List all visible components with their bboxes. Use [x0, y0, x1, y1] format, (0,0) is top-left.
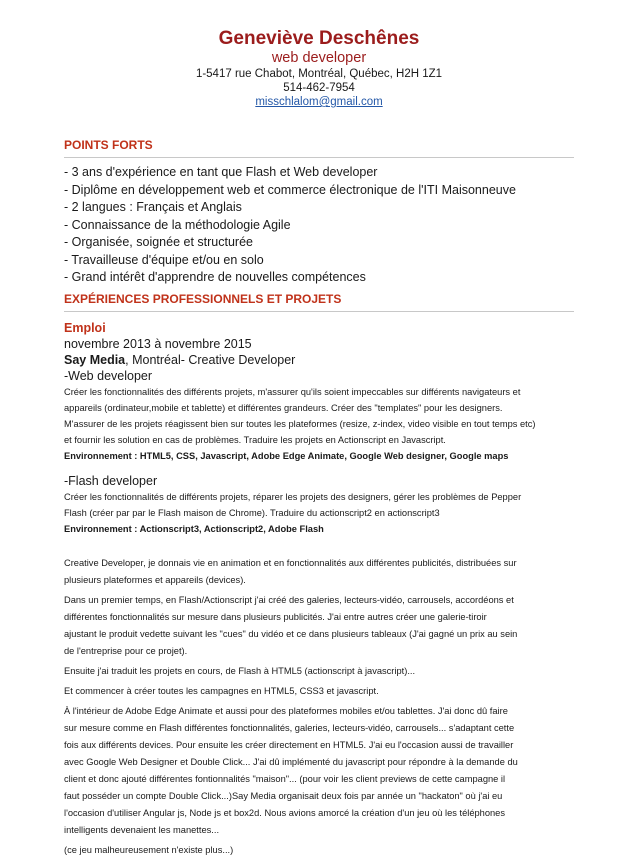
- role-description-line: Flash (créer par par le Flash maison de Chrome). Traduire du actionscript2 en actionscript3: [64, 508, 440, 518]
- job-dates: novembre 2013 à novembre 2015: [64, 337, 252, 351]
- section-title-points-forts: POINTS FORTS: [64, 138, 153, 152]
- role-environment: Environnement : Actionscript3, Actionscript2, Adobe Flash: [64, 524, 324, 534]
- section-divider: [64, 311, 574, 312]
- role-title: -Web developer: [64, 369, 153, 383]
- list-item: - Grand intérêt d'apprendre de nouvelles compétences: [64, 270, 366, 284]
- paragraph: [64, 683, 584, 700]
- job-title: web developer: [271, 50, 367, 66]
- points-forts-list: [64, 164, 584, 287]
- email-link[interactable]: misschlalom@gmail.com: [255, 96, 383, 108]
- paragraph-line: ajustant le produit vedette suivant les "cues" du vidéo et ce dans plusieurs tableaux (J'ai gagné un prix au sein: [64, 629, 518, 639]
- paragraph: [64, 842, 584, 859]
- paragraph-line: Creative Developer, je donnais vie en animation et en fonctionnalités aux différentes publicités, distribuées sur: [64, 558, 517, 568]
- role-description-line: Créer les fonctionnalités de différents projets, réparer les projets des designers, gérer les problèmes de Pepper: [64, 492, 522, 502]
- company-name: Say Media: [64, 353, 126, 367]
- paragraph-line: (ce jeu malheureusement n'existe plus...): [64, 845, 234, 855]
- emploi-label: Emploi: [64, 321, 106, 335]
- paragraph-line: À l'intérieur de Adobe Edge Animate et aussi pour des plateformes mobiles et/ou tablettes. J'ai donc dû faire: [64, 706, 508, 716]
- list-item: - Connaissance de la méthodologie Agile: [64, 217, 291, 232]
- list-item: - Travailleuse d'équipe et/ou en solo: [64, 252, 264, 267]
- role-description-line: Créer les fonctionnalités des différents projets, m'assurer qu'ils soient impeccables sur différents navigateurs et: [64, 387, 521, 397]
- experience-block: [64, 320, 584, 862]
- list-item: - Organisée, soignée et structurée: [64, 235, 253, 249]
- paragraph-line: faut posséder un compte Double Click...)Say Media organisait deux fois par année un "hackaton" où j'ai eu: [64, 791, 503, 801]
- section-title-experiences: EXPÉRIENCES PROFESSIONNELS ET PROJETS: [64, 292, 342, 306]
- paragraph-line: différentes fonctionnalités sur mesure dans plusieurs publicités. J'ai entre autres créer une galerie-tiroir: [64, 612, 487, 622]
- paragraph-line: Ensuite j'ai traduit les projets en cours, de Flash à HTML5 (actionscript à javascript)...: [64, 666, 416, 676]
- company-line: [64, 352, 584, 368]
- phone-number: 514-462-7954: [283, 82, 355, 94]
- paragraph-line: client et donc ajouté différentes fontionnalités "maison"... (pour voir les client previews de cette campagne il: [64, 774, 506, 784]
- paragraph: [64, 663, 584, 680]
- paragraph-line: avec Google Web Designer et Double Click... J'ai dû implémenté du javascript pour répondre à la demande du: [64, 757, 518, 767]
- role-environment: Environnement : HTML5, CSS, Javascript, Adobe Edge Animate, Google Web designer, Google maps: [64, 451, 509, 461]
- address: 1-5417 rue Chabot, Montréal, Québec, H2H 1Z1: [195, 68, 443, 80]
- company-details: , Montréal- Creative Developer: [125, 353, 296, 367]
- paragraph: [64, 592, 584, 660]
- list-item: - Diplôme en développement web et commerce électronique de l'ITI Maisonneuve: [64, 182, 516, 197]
- paragraph-line: plusieurs plateformes et appareils (devices).: [64, 575, 246, 585]
- paragraph-line: sur mesure comme en Flash différentes fonctionnalités, galeries, lecteurs-vidéo, carrousels... s'adaptant cette: [64, 723, 515, 733]
- paragraph-line: l'occasion d'utiliser Angular js, Node js et box2d. Nous avions amorcé la création d'un jeu où les téléphones: [64, 808, 505, 818]
- resume-header: [0, 28, 638, 109]
- paragraph: [64, 703, 584, 839]
- paragraph-line: Et commencer à créer toutes les campagnes en HTML5, CSS3 et javascript.: [64, 686, 379, 696]
- role-title: -Flash developer: [64, 474, 158, 488]
- role-description-line: et fournir les solution en cas de problèmes. Traduire les projets en Actionscript en Javascript.: [64, 435, 446, 445]
- paragraph-line: Dans un premier temps, en Flash/Actionscript j'ai créé des galeries, lecteurs-vidéo, carrousels, accordéons et: [64, 595, 514, 605]
- list-item: - 3 ans d'expérience en tant que Flash et Web developer: [64, 165, 378, 179]
- paragraph-line: de l'entreprise pour ce projet).: [64, 646, 188, 656]
- section-divider: [64, 157, 574, 158]
- paragraph-line: intelligents devenaient les manettes...: [64, 825, 220, 835]
- person-name: Geneviève Deschênes: [218, 28, 420, 49]
- role-description-line: appareils (ordinateur,mobile et tablette) et différentes grandeurs. Créer des "templates" pour les designers.: [64, 403, 503, 413]
- list-item: - 2 langues : Français et Anglais: [64, 200, 242, 214]
- role-description-line: M'assurer de les projets réagissent bien sur toutes les plateformes (resize, z-index, video visible en tout temps etc): [64, 419, 536, 429]
- paragraph: [64, 555, 584, 589]
- paragraph-line: fois aux différents devices. Pour ensuite les créer directement en HTML5. J'ai eu l'occasion aussi de travailler: [64, 740, 514, 750]
